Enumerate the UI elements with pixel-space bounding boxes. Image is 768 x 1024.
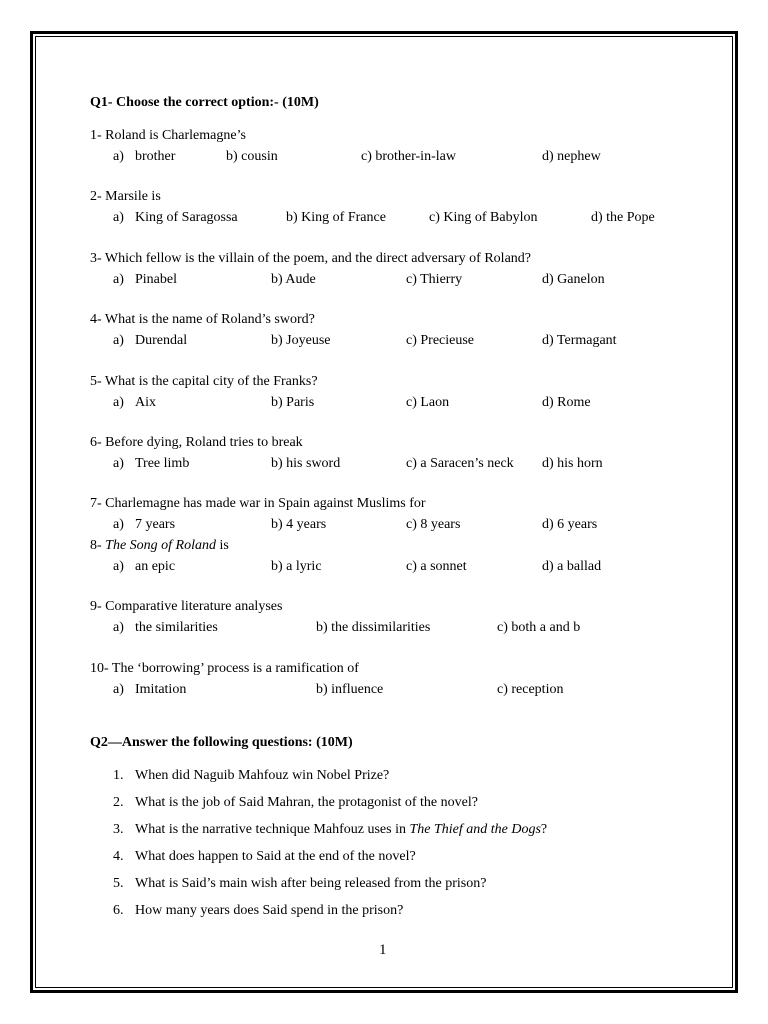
q1-4-opt-c: c) Precieuse (406, 333, 475, 348)
q1-3-opt-d: d) Ganelon (542, 272, 605, 287)
q1-8-opt-c: c) a sonnet (406, 559, 467, 574)
q1-10-stem: 10- The ‘borrowing’ process is a ramification of (90, 661, 359, 676)
q1-10-opt-b: b) influence (316, 682, 384, 697)
q1-8-opt-b: b) a lyric (271, 559, 322, 574)
q1-2-opt-a-marker: a) (113, 210, 124, 225)
page-number: 1 (379, 942, 387, 958)
q1-9-opt-a-marker: a) (113, 620, 124, 635)
q1-8-stem-suffix: is (216, 538, 229, 553)
q2-6-number: 6. (113, 903, 124, 918)
q2-2-text: What is the job of Said Mahran, the protagonist of the novel? (135, 795, 478, 810)
q1-7-opt-d: d) 6 years (542, 517, 598, 532)
q1-heading: Q1- Choose the correct option:- (10M) (90, 95, 319, 110)
q1-9-opt-b: b) the dissimilarities (316, 620, 431, 635)
q1-4-opt-a: Durendal (135, 333, 188, 348)
q1-3-opt-a: Pinabel (135, 272, 177, 287)
q1-2-opt-c: c) King of Babylon (429, 210, 538, 225)
q1-2-opt-b: b) King of France (286, 210, 386, 225)
q2-4-text: What does happen to Said at the end of the novel? (135, 849, 416, 864)
q1-3-opt-a-marker: a) (113, 272, 124, 287)
q2-5-text: What is Said’s main wish after being released from the prison? (135, 876, 487, 891)
q1-1-opt-a: brother (135, 149, 176, 164)
q1-5-opt-a: Aix (135, 395, 156, 410)
q2-1-text: When did Naguib Mahfouz win Nobel Prize? (135, 768, 390, 783)
q1-5-stem: 5- What is the capital city of the Franks? (90, 374, 318, 389)
q1-10-opt-a: Imitation (135, 682, 187, 697)
q2-3-number: 3. (113, 822, 124, 837)
q1-6-opt-a-marker: a) (113, 456, 124, 471)
q1-8-stem (90, 538, 229, 554)
q1-10-opt-c: c) reception (497, 682, 564, 697)
q1-4-opt-b: b) Joyeuse (271, 333, 331, 348)
q1-7-opt-a: 7 years (135, 517, 176, 532)
q2-3-text-suffix: ? (540, 822, 548, 837)
q1-6-opt-d: d) his horn (542, 456, 603, 471)
q1-1-opt-a-marker: a) (113, 149, 124, 164)
q2-1-number: 1. (113, 768, 124, 783)
q1-2-stem: 2- Marsile is (90, 189, 161, 204)
q1-3-opt-b: b) Aude (271, 272, 316, 287)
q1-10-opt-a-marker: a) (113, 682, 124, 697)
q2-5-number: 5. (113, 876, 124, 891)
q2-3-text (135, 822, 547, 838)
q1-1-opt-b: b) cousin (226, 149, 278, 164)
q1-1-opt-c: c) brother-in-law (361, 149, 456, 164)
q2-3-text-prefix: What is the narrative technique Mahfouz uses in (135, 822, 410, 837)
q1-7-opt-a-marker: a) (113, 517, 124, 532)
q2-heading: Q2—Answer the following questions: (10M) (90, 735, 353, 750)
q1-8-opt-d: d) a ballad (542, 559, 602, 574)
q1-6-opt-a: Tree limb (135, 456, 190, 471)
page-border-inner (35, 36, 733, 988)
q1-5-opt-b: b) Paris (271, 395, 315, 410)
q1-8-stem-title: The Song of Roland (105, 538, 217, 553)
q1-6-opt-c: c) a Saracen’s neck (406, 456, 514, 471)
q2-6-text: How many years does Said spend in the prison? (135, 903, 404, 918)
q1-6-opt-b: b) his sword (271, 456, 341, 471)
q1-4-opt-d: d) Termagant (542, 333, 617, 348)
q2-3-text-title: The Thief and the Dogs (409, 822, 541, 837)
q1-9-opt-a: the similarities (135, 620, 218, 635)
q1-8-opt-a-marker: a) (113, 559, 124, 574)
q1-8-opt-a: an epic (135, 559, 176, 574)
q1-9-opt-c: c) both a and b (497, 620, 581, 635)
q1-1-stem: 1- Roland is Charlemagne’s (90, 128, 246, 143)
q2-2-number: 2. (113, 795, 124, 810)
q1-5-opt-d: d) Rome (542, 395, 591, 410)
q1-8-stem-prefix: 8- (90, 538, 106, 553)
q1-6-stem: 6- Before dying, Roland tries to break (90, 435, 303, 450)
q1-9-stem: 9- Comparative literature analyses (90, 599, 283, 614)
q1-5-opt-a-marker: a) (113, 395, 124, 410)
q1-3-opt-c: c) Thierry (406, 272, 463, 287)
q1-5-opt-c: c) Laon (406, 395, 450, 410)
q1-4-stem: 4- What is the name of Roland’s sword? (90, 312, 315, 327)
q1-7-stem: 7- Charlemagne has made war in Spain against Muslims for (90, 496, 426, 511)
q1-2-opt-d: d) the Pope (591, 210, 655, 225)
q1-7-opt-c: c) 8 years (406, 517, 461, 532)
q2-4-number: 4. (113, 849, 124, 864)
q1-4-opt-a-marker: a) (113, 333, 124, 348)
q1-7-opt-b: b) 4 years (271, 517, 327, 532)
q1-1-opt-d: d) nephew (542, 149, 601, 164)
q1-2-opt-a: King of Saragossa (135, 210, 238, 225)
q1-3-stem: 3- Which fellow is the villain of the poem, and the direct adversary of Roland? (90, 251, 531, 266)
